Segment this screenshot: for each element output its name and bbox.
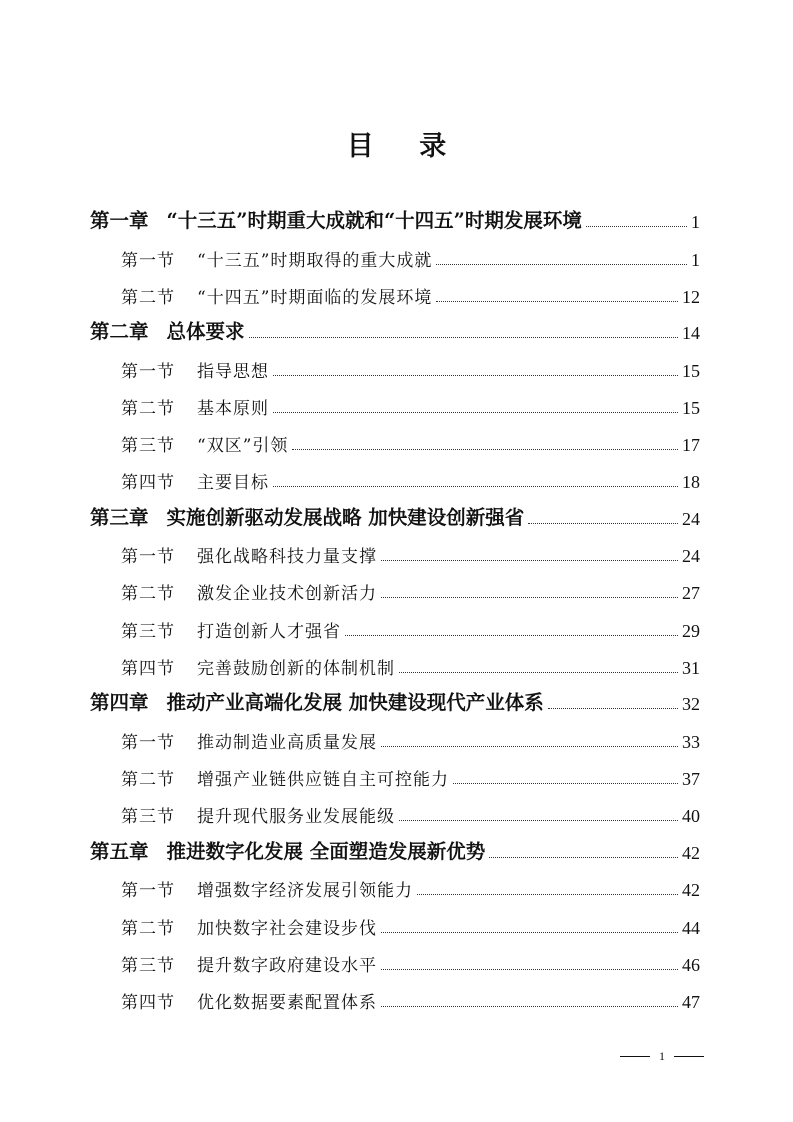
page-footer (620, 1046, 704, 1066)
toc-entry[interactable] (90, 203, 700, 233)
entry-page: 42 (682, 880, 700, 900)
dot-leader (292, 449, 678, 450)
entry-page: 15 (682, 398, 700, 418)
entry-page: 42 (682, 843, 700, 863)
toc-entry[interactable] (90, 685, 700, 715)
entry-title: “双区”引领 (197, 436, 289, 456)
toc-entry[interactable] (121, 612, 700, 642)
entry-number: 第一节 (121, 881, 175, 901)
dot-leader (273, 486, 678, 487)
entry-title: 基本原则 (197, 399, 269, 419)
entry-page: 44 (682, 918, 700, 938)
entry-number: 第四节 (121, 473, 175, 493)
entry-number: 第三节 (121, 436, 175, 456)
dot-leader (586, 226, 687, 227)
dot-leader (436, 264, 687, 265)
toc-entry[interactable] (121, 352, 700, 382)
entry-title: 推动制造业高质量发展 (197, 733, 377, 753)
entry-page: 31 (682, 658, 700, 678)
toc-entry[interactable] (121, 537, 700, 567)
entry-title: 总体要求 (166, 320, 245, 343)
dot-leader (548, 708, 678, 709)
entry-page: 40 (682, 806, 700, 826)
entry-page: 15 (682, 361, 700, 381)
dot-leader (381, 932, 678, 933)
entry-number: 第三章 (90, 506, 149, 529)
entry-title: 增强产业链供应链自主可控能力 (197, 770, 449, 790)
entry-title: “十四五”时期面临的发展环境 (197, 288, 433, 308)
entry-title: 指导思想 (197, 362, 269, 382)
entry-page: 24 (682, 509, 700, 529)
toc-title: 目 录 (346, 131, 465, 162)
entry-page: 37 (682, 769, 700, 789)
dot-leader (273, 412, 678, 413)
entry-number: 第二章 (90, 320, 149, 343)
entry-page: 17 (682, 435, 700, 455)
toc-entry[interactable] (121, 426, 700, 456)
toc-entry[interactable] (121, 946, 700, 976)
entry-title: 主要目标 (197, 473, 269, 493)
toc-entry[interactable] (121, 463, 700, 493)
toc-entry[interactable] (121, 909, 700, 939)
entry-page: 18 (682, 472, 700, 492)
entry-title: 提升数字政府建设水平 (197, 956, 377, 976)
entry-title: 推动产业高端化发展 加快建设现代产业体系 (166, 691, 544, 714)
entry-number: 第一章 (90, 209, 149, 232)
toc-entry[interactable] (121, 797, 700, 827)
toc-entry[interactable] (121, 983, 700, 1013)
dot-leader (417, 894, 678, 895)
page-number: 1 (659, 1048, 665, 1063)
entry-number: 第四节 (121, 993, 175, 1013)
dot-leader (436, 301, 678, 302)
entry-number: 第五章 (90, 840, 149, 863)
dot-leader (399, 820, 678, 821)
entry-page: 1 (691, 212, 700, 232)
dot-leader (381, 969, 678, 970)
footer-dash-left (620, 1056, 650, 1057)
entry-page: 33 (682, 732, 700, 752)
entry-title: 提升现代服务业发展能级 (197, 807, 395, 827)
toc-entry[interactable] (90, 500, 700, 530)
entry-page: 27 (682, 583, 700, 603)
entry-page: 1 (691, 250, 700, 270)
entry-number: 第一节 (121, 547, 175, 567)
toc-entry[interactable] (121, 241, 700, 271)
toc-entry[interactable] (121, 389, 700, 419)
dot-leader (399, 672, 678, 673)
entry-number: 第三节 (121, 807, 175, 827)
dot-leader (528, 523, 678, 524)
entry-number: 第四章 (90, 691, 149, 714)
entry-number: 第二节 (121, 919, 175, 939)
entry-number: 第二节 (121, 399, 175, 419)
entry-number: 第一节 (121, 733, 175, 753)
footer-dash-right (674, 1056, 704, 1057)
entry-title: “十三五”时期重大成就和“十四五”时期发展环境 (166, 209, 582, 232)
entry-title: 打造创新人才强省 (197, 622, 341, 642)
dot-leader (453, 783, 678, 784)
entry-page: 12 (682, 287, 700, 307)
entry-page: 14 (682, 323, 700, 343)
dot-leader (345, 635, 678, 636)
dot-leader (381, 597, 678, 598)
dot-leader (249, 337, 678, 338)
entry-page: 32 (682, 694, 700, 714)
entry-number: 第一节 (121, 362, 175, 382)
entry-number: 第三节 (121, 622, 175, 642)
dot-leader (381, 1006, 678, 1007)
entry-title: 增强数字经济发展引领能力 (197, 881, 413, 901)
entry-title: “十三五”时期取得的重大成就 (197, 251, 433, 271)
entry-page: 47 (682, 992, 700, 1012)
entry-number: 第三节 (121, 956, 175, 976)
dot-leader (381, 560, 678, 561)
toc-entry[interactable] (121, 871, 700, 901)
dot-leader (273, 375, 678, 376)
toc-entry[interactable] (90, 834, 700, 864)
entry-title: 加快数字社会建设步伐 (197, 919, 377, 939)
entry-number: 第四节 (121, 659, 175, 679)
entry-page: 24 (682, 546, 700, 566)
entry-page: 46 (682, 955, 700, 975)
entry-title: 激发企业技术创新活力 (197, 584, 377, 604)
entry-title: 优化数据要素配置体系 (197, 993, 377, 1013)
entry-title: 完善鼓励创新的体制机制 (197, 659, 395, 679)
toc-entry[interactable] (121, 723, 700, 753)
entry-title: 强化战略科技力量支撑 (197, 547, 377, 567)
toc-entry[interactable] (121, 278, 700, 308)
entry-number: 第二节 (121, 288, 175, 308)
entry-page: 29 (682, 621, 700, 641)
dot-leader (381, 746, 678, 747)
entry-number: 第一节 (121, 251, 175, 271)
toc-entry[interactable] (121, 760, 700, 790)
entry-number: 第二节 (121, 770, 175, 790)
entry-title: 推进数字化发展 全面塑造发展新优势 (166, 840, 486, 863)
entry-title: 实施创新驱动发展战略 加快建设创新强省 (166, 506, 525, 529)
toc-entry[interactable] (90, 314, 700, 344)
toc-entry[interactable] (121, 649, 700, 679)
entry-number: 第二节 (121, 584, 175, 604)
toc-entry[interactable] (121, 574, 700, 604)
dot-leader (489, 857, 678, 858)
